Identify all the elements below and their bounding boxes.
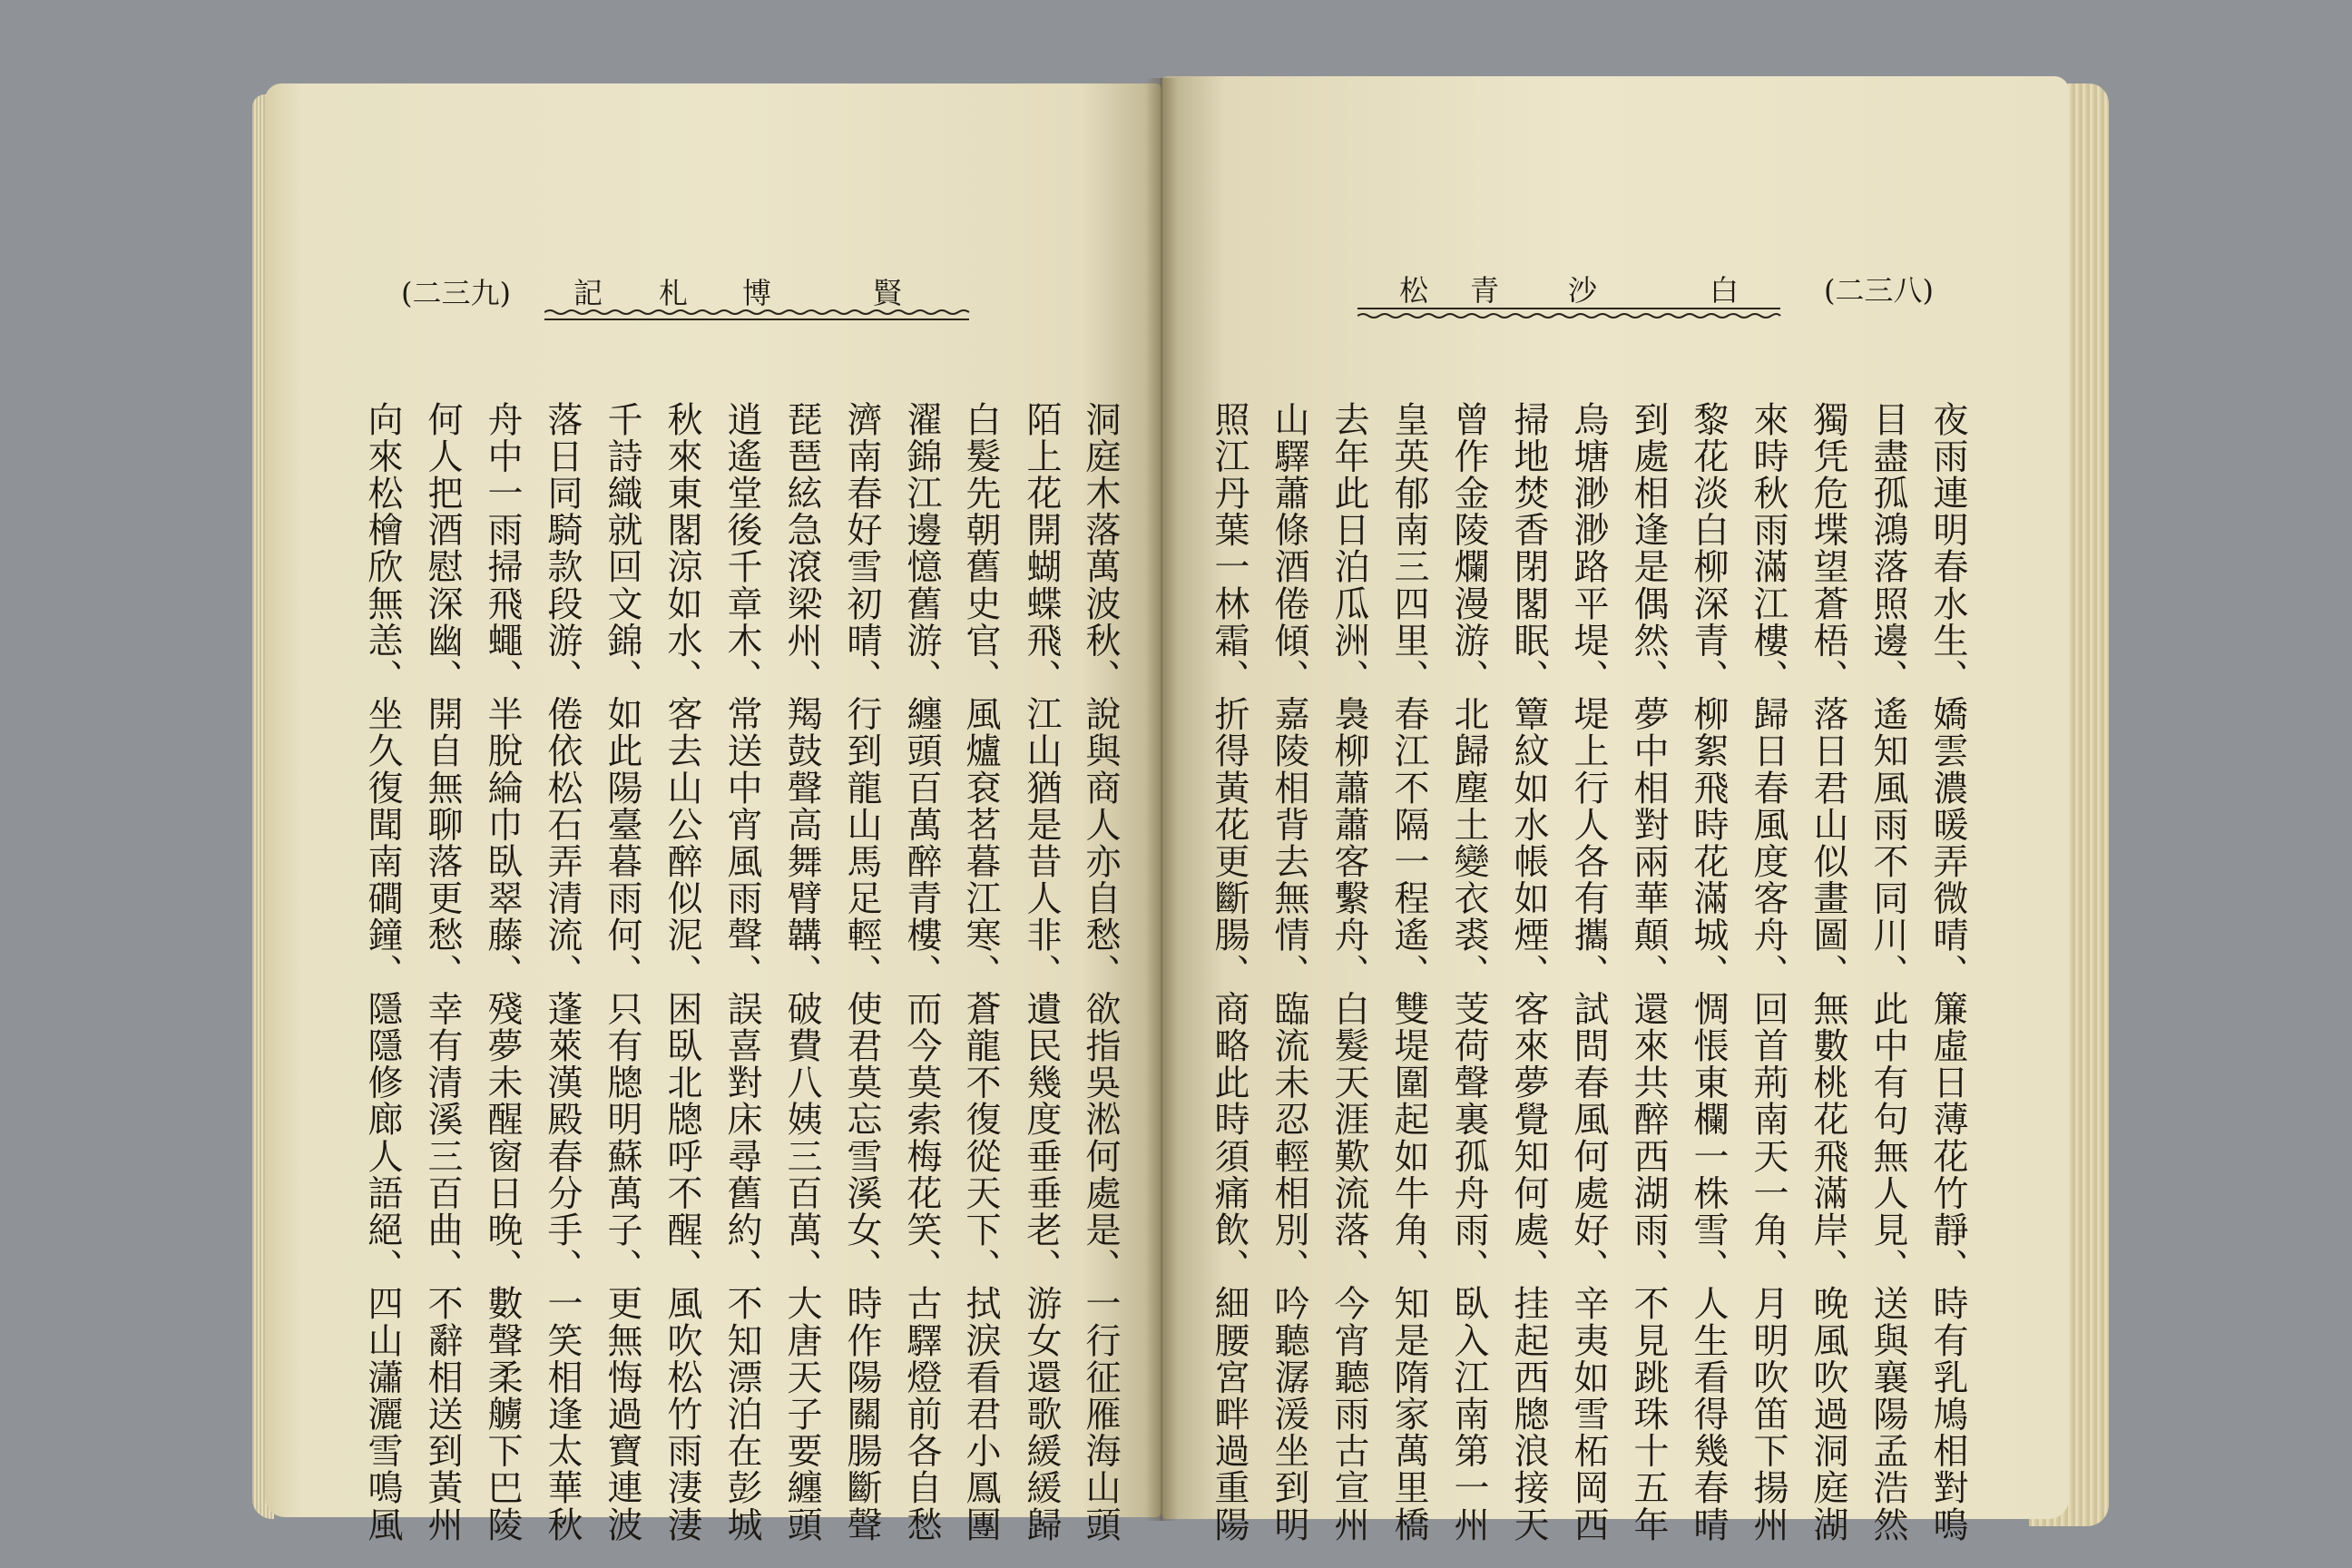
right-poem-line-13: 照江丹葉一林霜、折得黃花更斷腸、商略此時須痛飲、細腰宮畔過重陽	[1209, 401, 1250, 1544]
left-poem-line-5: 濟南春好雪初晴、行到龍山馬足輕、使君莫忘雪溪女、時作陽關腸斷聲	[841, 401, 882, 1544]
left-poem-line-1: 洞庭木落萬波秋、說與商人亦自愁、欲指吳淞何處是、一行征雁海山頭	[1080, 401, 1121, 1544]
right-page-number: (二三八)	[1824, 273, 1934, 308]
right-poem-line-4: 來時秋雨滿江樓、歸日春風度客舟、回首荊南天一角、月明吹笛下揚州	[1748, 401, 1788, 1544]
left-header-wavy-rule	[544, 309, 971, 325]
right-header-char-2: 沙	[1568, 273, 1598, 308]
left-poem-line-8: 秋來東閣涼如水、客去山公醉似泥、困臥北牕呼不醒、風吹松竹雨淒淒	[662, 401, 702, 1544]
right-poem-line-9: 曾作金陵爛漫游、北歸塵土變衣裘、芰荷聲裏孤舟雨、臥入江南第一州	[1448, 401, 1489, 1544]
right-poem-line-6: 到處相逢是偶然、夢中相對兩華顛、還來共醉西湖雨、不見跳珠十五年	[1628, 401, 1669, 1544]
right-poem-line-10: 皇英郁南三四里、春江不隔一程遙、雙堤圍起如牛角、知是隋家萬里橋	[1388, 401, 1429, 1544]
left-poem-line-6: 琵琶絃急滾梁州、羯鼓聲高舞臂韝、破費八姨三百萬、大唐天子要纏頭	[781, 401, 822, 1544]
left-page-number: (二三九)	[401, 276, 511, 310]
left-header-char-4: 記	[573, 276, 603, 310]
left-header-char-1: 賢	[873, 276, 903, 310]
left-poem-line-11: 舟中一雨掃飛蠅、半脫綸巾臥翠藤、殘夢未醒窗日晚、數聲柔艣下巴陵	[482, 401, 523, 1544]
left-poem-line-7: 逍遙堂後千章木、常送中宵風雨聲、誤喜對床尋舊約、不知漂泊在彭城	[721, 401, 762, 1544]
left-header-char-2: 博	[742, 276, 772, 310]
right-poem-line-8: 掃地焚香閉閣眠、簟紋如水帳如煙、客來夢覺知何處、挂起西牕浪接天	[1508, 401, 1549, 1544]
left-poem-line-13: 向來松檜欣無恙、坐久復聞南磵鐘、隱隱修廊人語絕、四山瀟灑雪鳴風	[362, 401, 403, 1544]
left-poem-line-10: 落日同騎款段游、倦依松石弄清流、蓬萊漢殿春分手、一笑相逢太華秋	[542, 401, 583, 1544]
right-poem-line-1: 夜雨連明春水生、嬌雲濃暖弄微晴、簾虛日薄花竹靜、時有乳鳩相對鳴	[1927, 401, 1968, 1544]
right-poem-line-2: 目盡孤鴻落照邊、遙知風雨不同川、此中有句無人見、送與襄陽孟浩然	[1867, 401, 1908, 1544]
left-poem-line-4: 濯錦江邊憶舊游、纏頭百萬醉青樓、而今莫索梅花笑、古驛燈前各自愁	[901, 401, 942, 1544]
right-poem-line-3: 獨凭危堞望蒼梧、落日君山似畫圖、無數桃花飛滿岸、晚風吹過洞庭湖	[1808, 401, 1848, 1544]
right-header-wavy-rule	[1357, 305, 1782, 321]
left-poem-line-9: 千詩織就回文錦、如此陽臺暮雨何、只有牕明蘇萬子、更無悔過寶連波	[602, 401, 642, 1544]
right-header-char-3: 青	[1470, 273, 1500, 308]
right-poem-line-5: 黎花淡白柳深青、柳絮飛時花滿城、惆悵東欄一株雪、人生看得幾春晴	[1688, 401, 1729, 1544]
right-poem-line-11: 去年此日泊瓜洲、裊柳蕭蕭客繫舟、白髮天涯歎流落、今宵聽雨古宣州	[1328, 401, 1369, 1544]
left-poem-line-2: 陌上花開蝴蝶飛、江山猶是昔人非、遺民幾度垂垂老、游女還歌緩緩歸	[1021, 401, 1062, 1544]
book-spine	[1145, 78, 1178, 1521]
left-header-char-3: 札	[659, 276, 689, 310]
right-poem-line-7: 烏塘渺渺路平堤、堤上行人各有攜、試問春風何處好、辛夷如雪柘岡西	[1568, 401, 1609, 1544]
left-poem-line-3: 白髮先朝舊史官、風爐袞茗暮江寒、蒼龍不復從天下、拭淚看君小鳳團	[960, 401, 1001, 1544]
left-poem-line-12: 何人把酒慰深幽、開自無聊落更愁、幸有清溪三百曲、不辭相送到黃州	[422, 401, 463, 1544]
right-header-char-4: 松	[1399, 273, 1429, 308]
right-poem-line-12: 山驛蕭條酒倦傾、嘉陵相背去無情、臨流未忍輕相別、吟聽潺湲坐到明	[1269, 401, 1309, 1544]
right-header-char-1: 白	[1710, 273, 1740, 308]
